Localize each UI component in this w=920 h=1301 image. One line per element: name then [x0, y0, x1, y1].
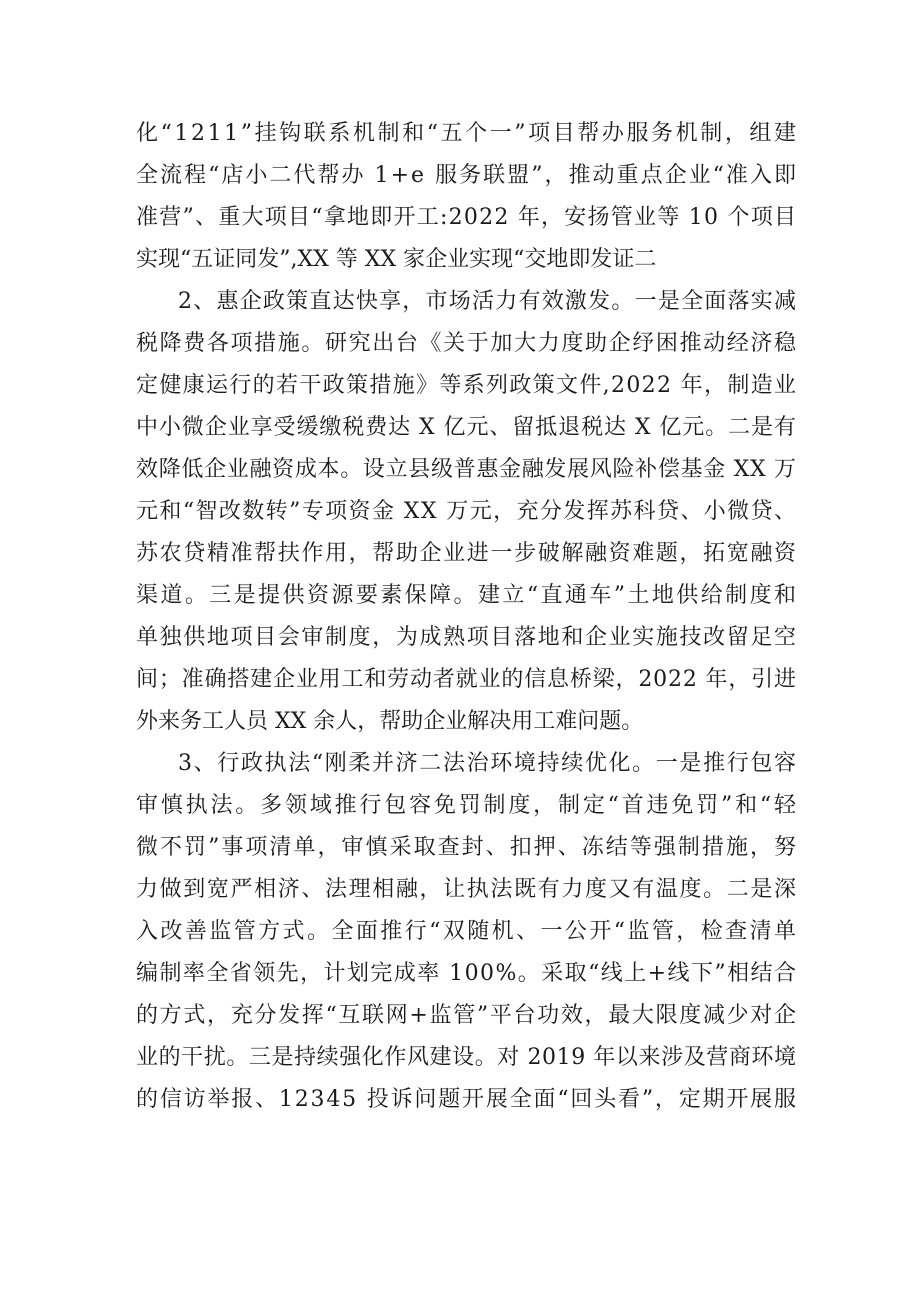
text-line: 中小微企业享受缓缴税费达 X 亿元、留抵退税达 X 亿元。二是有: [136, 415, 797, 440]
text-line: 苏农贷精准帮扶作用，帮助企业进一步破解融资难题，拓宽融资: [136, 541, 798, 566]
text-line: 单独供地项目会审制度，为成熟项目落地和企业实施技改留足空: [136, 625, 798, 650]
text-line: 的方式，充分发挥“互联网+监管”平台功效，最大限度减少对企: [136, 1003, 798, 1028]
text-line: 编制率全省领先，计划完成率 100%。采取“线上+线下”相结合: [136, 961, 798, 986]
paragraph-first-line: 3、行政执法“刚柔并济二法治环境持续优化。一是推行包容: [178, 751, 798, 776]
text-line: 全流程“店小二代帮办 1+e 服务联盟”，推动重点企业“准入即: [136, 163, 799, 188]
text-line: 实现“五证同发”,XX 等 XX 家企业实现“交地即发证二: [136, 247, 657, 272]
text-line: 入改善监管方式。全面推行“双随机、一公开“监管，检查清单: [136, 919, 799, 944]
text-line: 定健康运行的若干政策措施》等系列政策文件,2022 年，制造业: [136, 373, 798, 398]
text-line: 审慎执法。多领域推行包容免罚制度，制定“首违免罚”和“轻: [136, 793, 799, 818]
text-line: 力做到宽严相济、法理相融，让执法既有力度又有温度。二是深: [136, 877, 798, 902]
text-line: 微不罚”事项清单，审慎采取查封、扣押、冻结等强制措施，努: [136, 835, 799, 860]
text-line: 准营”、重大项目“拿地即开工:2022 年，安扬管业等 10 个项目: [136, 205, 798, 230]
text-line: 外来务工人员 XX 余人，帮助企业解决用工难问题。: [136, 709, 644, 734]
text-line: 的信访举报、12345 投诉问题开展全面“回头看”，定期开展服: [136, 1087, 798, 1112]
text-line: 元和“智改数转”专项资金 XX 万元，充分发挥苏科贷、小微贷、: [136, 499, 798, 524]
text-line: 间；准确搭建企业用工和劳动者就业的信息桥梁，2022 年，引进: [136, 667, 797, 692]
document-body: [136, 113, 799, 1121]
text-line: 效降低企业融资成本。设立县级普惠金融发展风险补偿基金 XX 万: [136, 457, 797, 482]
text-line: 化“1211”挂钩联系机制和“五个一”项目帮办服务机制，组建: [136, 121, 799, 146]
text-line: 税降费各项措施。研究出台《关于加大力度助企纾困推动经济稳: [136, 331, 798, 356]
text-line: 业的干扰。三是持续强化作风建设。对 2019 年以来涉及营商环境: [136, 1045, 797, 1070]
text-line: 渠道。三是提供资源要素保障。建立“直通车”土地供给制度和: [136, 583, 799, 608]
paragraph-first-line: 2、惠企政策直达快享，市场活力有效激发。一是全面落实减: [178, 289, 798, 314]
